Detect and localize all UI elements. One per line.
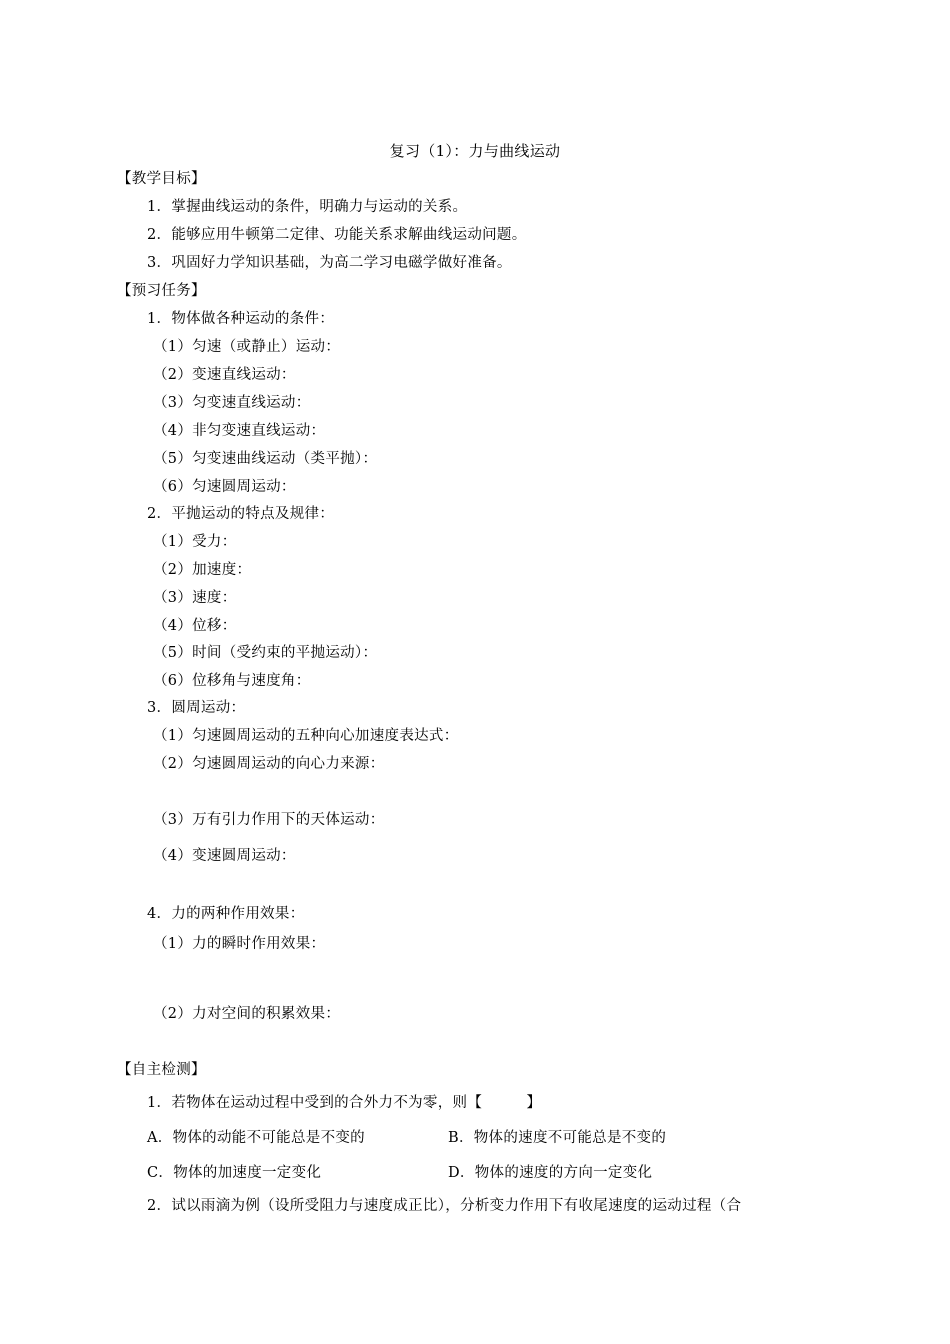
preview-q1-sub-5: （5）匀变速曲线运动（类平抛）： — [153, 451, 378, 467]
goal-item-1: 1．掌握曲线运动的条件，明确力与运动的关系。 — [147, 199, 468, 215]
selfcheck-q1-option-a: A．物体的动能不可能总是不变的 — [147, 1130, 365, 1146]
preview-q2-sub-4: （4）位移： — [153, 618, 237, 634]
preview-q4-sub-1: （1）力的瞬时作用效果： — [153, 936, 326, 952]
preview-q3-sub-4: （4）变速圆周运动： — [153, 848, 296, 864]
selfcheck-question-1: 1．若物体在运动过程中受到的合外力不为零，则【 】 — [147, 1095, 542, 1111]
preview-question-4: 4．力的两种作用效果： — [147, 906, 305, 922]
goal-item-3: 3．巩固好力学知识基础，为高二学习电磁学做好准备。 — [147, 255, 512, 271]
selfcheck-question-2: 2．试以雨滴为例（设所受阻力与速度成正比），分析变力作用下有收尾速度的运动过程（合 — [147, 1198, 742, 1214]
preview-q1-sub-4: （4）非匀变速直线运动： — [153, 423, 326, 439]
preview-q2-sub-3: （3）速度： — [153, 590, 237, 606]
section-heading-preview: 【预习任务】 — [117, 283, 206, 299]
section-heading-goals: 【教学目标】 — [117, 171, 206, 187]
preview-q2-sub-1: （1）受力： — [153, 534, 237, 550]
preview-q1-sub-3: （3）匀变速直线运动： — [153, 395, 311, 411]
preview-q2-sub-5: （5）时间（受约束的平抛运动）： — [153, 645, 378, 661]
preview-q3-sub-1: （1）匀速圆周运动的五种向心加速度表达式： — [153, 728, 459, 744]
preview-q2-sub-6: （6）位移角与速度角： — [153, 673, 311, 689]
preview-question-3: 3．圆周运动： — [147, 700, 246, 716]
selfcheck-q1-option-d: D．物体的速度的方向一定变化 — [448, 1165, 653, 1181]
preview-q1-sub-6: （6）匀速圆周运动： — [153, 479, 296, 495]
section-heading-selfcheck: 【自主检测】 — [117, 1062, 206, 1078]
selfcheck-q1-option-b: B．物体的速度不可能总是不变的 — [448, 1130, 667, 1146]
page-title: 复习（1）：力与曲线运动 — [389, 142, 561, 160]
preview-q1-sub-2: （2）变速直线运动： — [153, 367, 296, 383]
preview-q4-sub-2: （2）力对空间的积累效果： — [153, 1006, 341, 1022]
preview-q1-sub-1: （1）匀速（或静止）运动： — [153, 339, 341, 355]
preview-question-2: 2．平抛运动的特点及规律： — [147, 506, 335, 522]
selfcheck-q1-option-c: C．物体的加速度一定变化 — [147, 1165, 322, 1181]
goal-item-2: 2．能够应用牛顿第二定律、功能关系求解曲线运动问题。 — [147, 227, 527, 243]
preview-q3-sub-2: （2）匀速圆周运动的向心力来源： — [153, 756, 385, 772]
preview-q3-sub-3: （3）万有引力作用下的天体运动： — [153, 812, 385, 828]
preview-q2-sub-2: （2）加速度： — [153, 562, 252, 578]
preview-question-1: 1．物体做各种运动的条件： — [147, 311, 335, 327]
